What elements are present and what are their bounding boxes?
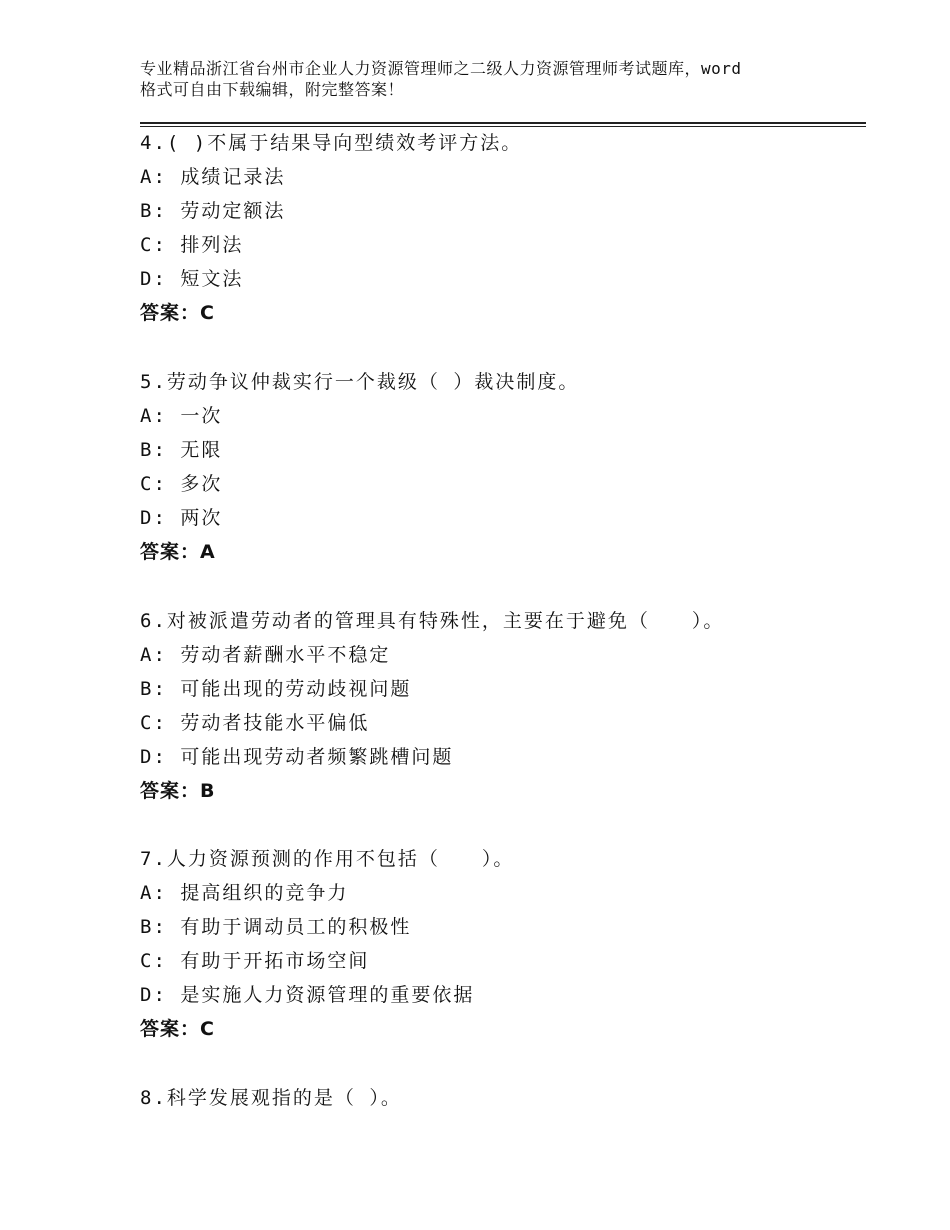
option-c: C: 多次	[140, 473, 223, 495]
question-stem: 5.劳动争议仲裁实行一个裁级（ ）裁决制度。	[140, 371, 580, 393]
option-a: A: 劳动者薪酬水平不稳定	[140, 644, 391, 666]
option-b: B: 有助于调动员工的积极性	[140, 916, 412, 938]
question-stem: 7.人力资源预测的作用不包括（ ）。	[140, 848, 515, 870]
option-d: D: 短文法	[140, 268, 244, 290]
question-4	[140, 126, 860, 330]
document-header	[140, 58, 830, 100]
option-a: A: 提高组织的竞争力	[140, 882, 349, 904]
question-stem: 6.对被派遣劳动者的管理具有特殊性，主要在于避免（ ）。	[140, 610, 725, 632]
header-divider	[140, 122, 866, 124]
question-8	[140, 1081, 860, 1115]
answer-label: 答案：B	[140, 780, 216, 802]
question-5	[140, 365, 860, 569]
answer-label: 答案：A	[140, 541, 216, 563]
option-c: C: 排列法	[140, 234, 244, 256]
option-b: B: 无限	[140, 439, 223, 461]
option-b: B: 劳动定额法	[140, 200, 286, 222]
option-a: A: 成绩记录法	[140, 166, 286, 188]
question-7	[140, 842, 860, 1046]
option-c: C: 有助于开拓市场空间	[140, 950, 370, 972]
option-d: D: 是实施人力资源管理的重要依据	[140, 984, 475, 1006]
header-line-2: 格式可自由下载编辑，附完整答案！	[140, 80, 405, 99]
header-line-1: 专业精品浙江省台州市企业人力资源管理师之二级人力资源管理师考试题库，word	[140, 59, 742, 78]
option-d: D: 可能出现劳动者频繁跳槽问题	[140, 746, 454, 768]
answer-label: 答案：C	[140, 1018, 215, 1040]
question-stem: 8.科学发展观指的是（ ）。	[140, 1087, 402, 1109]
question-stem: 4.( )不属于结果导向型绩效考评方法。	[140, 132, 523, 154]
question-6	[140, 604, 860, 808]
option-c: C: 劳动者技能水平偏低	[140, 712, 370, 734]
option-b: B: 可能出现的劳动歧视问题	[140, 678, 412, 700]
answer-label: 答案：C	[140, 302, 215, 324]
option-a: A: 一次	[140, 405, 223, 427]
option-d: D: 两次	[140, 507, 223, 529]
